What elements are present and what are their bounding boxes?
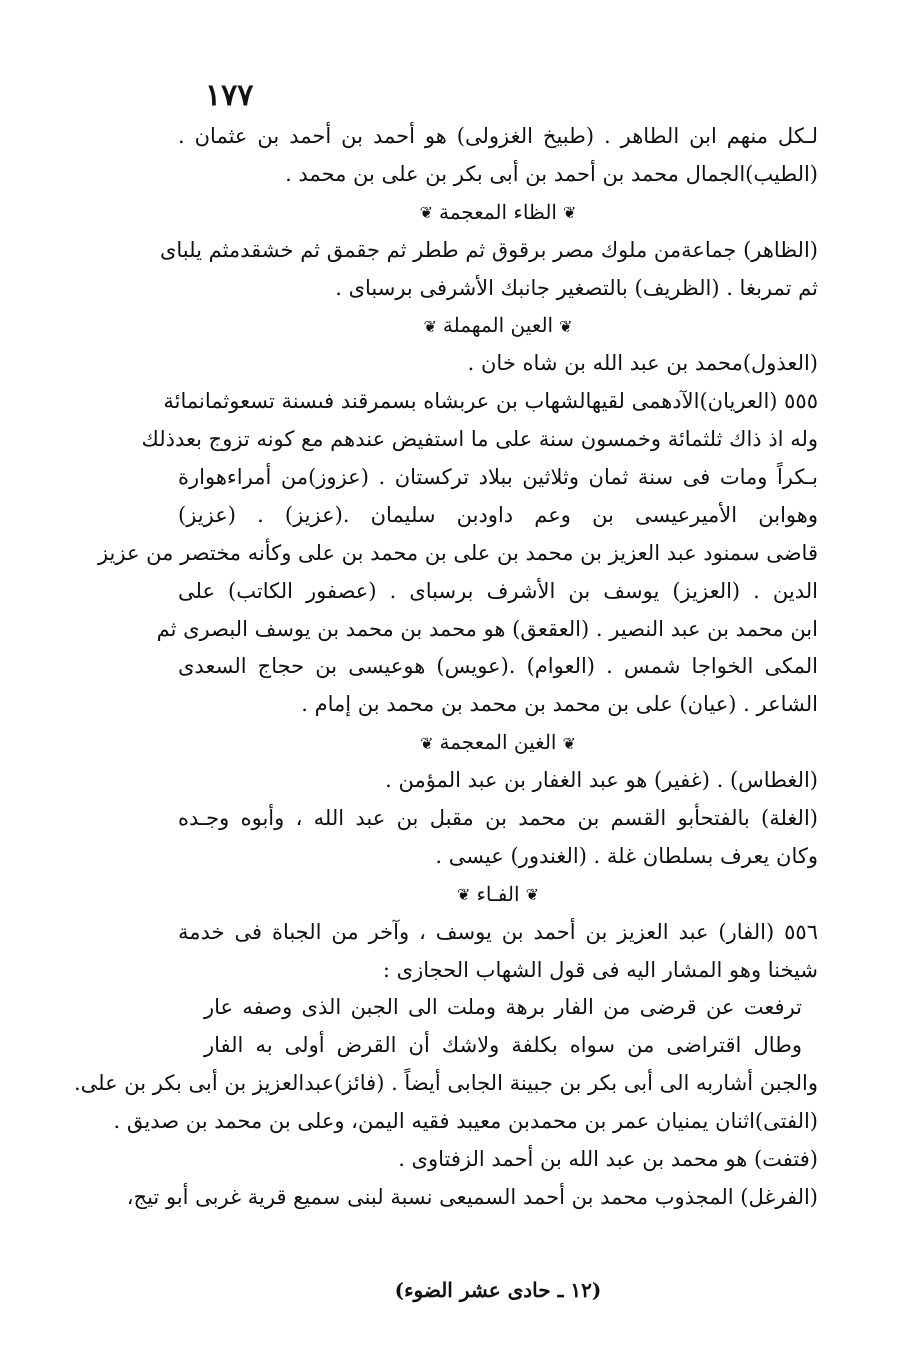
text-line: (العذول)محمد بن عبد الله بن شاه خان . xyxy=(467,351,818,376)
text-line: ابن محمد بن عبد النصير . (العقعق) هو محمد بن محمد بن يوسف البصرى ثم xyxy=(156,616,818,641)
text-line: (فتفت) هو محمد بن عبد الله بن أحمد الزفتاوى . xyxy=(398,1147,818,1172)
text-line: والجبن أشاربه الى أبى بكر بن جبينة الجابى أيضاً . (فائز)عبدالعزيز بن أبى بكر بن على. xyxy=(73,1071,818,1096)
section-heading xyxy=(178,194,818,232)
text-body xyxy=(73,118,818,1217)
text-line: قاضى سمنود عبد العزيز بن محمد بن على بن محمد بن على وكأنه مختصر من عزيز xyxy=(97,540,818,565)
text-line: (الغلة) بالفتحأبو القسم بن محمد بن مقبل بن عبد الله ، وأبوه وجـده xyxy=(178,806,818,831)
ornament-icon: ❦ xyxy=(419,203,434,223)
text-line: المكى الخواجا شمس . (العوام) .(عويس) هوعيسى بن حجاج السعدى xyxy=(178,654,818,679)
section-heading xyxy=(178,724,818,762)
text-line: (الطيب)الجمال محمد بن أحمد بن أبى بكر بن على بن محمد . xyxy=(285,161,818,186)
text-line: (الفتى)اثنان يمنيان عمر بن محمدبن معيبد فقيه اليمن، وعلى بن محمد بن صديق . xyxy=(113,1109,818,1134)
text-line: ثم تمربغا . (الظريف) بالتصغير جانبك الأشرفى برسباى . xyxy=(335,275,818,300)
ornament-icon: ❦ xyxy=(562,203,577,223)
text-line: ٥٥٥ (العريان)الآدهمى لقيهالشهاب بن عربشاه بسمرقند فىسنة تسعوثمانمائة xyxy=(163,389,818,414)
text-line: الدين . (العزيز) يوسف بن الأشرف برسباى . (عصفور الكاتب) على xyxy=(178,578,818,603)
text-line: شيخنا وهو المشار اليه فى قول الشهاب الحجازى : xyxy=(382,957,818,982)
section-heading xyxy=(178,307,818,345)
ornament-icon: ❦ xyxy=(420,733,434,753)
verse-line: وطال اقتراضى من سواه بكلفة ولاشك أن القرض أولى به الفار xyxy=(204,1033,802,1058)
section-heading-label: الفـاء xyxy=(476,881,520,906)
footer-signature: (١٢ ـ حادى عشر الضوء) xyxy=(394,1278,602,1302)
text-line: الشاعر . (عيان) على بن محمد بن محمد بن محمد بن إمام . xyxy=(301,692,818,717)
section-heading-label: الظاء المعجمة xyxy=(439,199,557,224)
text-line: وهوابن الأميرعيسى بن وعم داودبن سليمان .(عزيز) . (عزيز) xyxy=(178,502,818,527)
text-line: (الغطاس) . (غفير) هو عبد الغفار بن عبد المؤمن . xyxy=(385,768,818,793)
text-line: وله اذ ذاك ثلثمائة وخمسون سنة على ما استفيض عندهم مع كونه تزوج بعدذلك xyxy=(141,427,818,452)
text-line: ٥٥٦ (الفار) عبد العزيز بن أحمد بن يوسف ، وآخر من الجباة فى خدمة xyxy=(178,919,818,944)
section-heading-label: الغين المعجمة xyxy=(439,730,557,755)
text-line: (الفرغل) المجذوب محمد بن أحمد السميعى نسبة لبنى سميع قرية غربى أبو تيج، xyxy=(126,1184,818,1209)
text-line: بـكراً ومات فى سنة ثمان وثلاثين ببلاد تركستان . (عزوز)من أمراءهوارة xyxy=(178,465,818,490)
section-heading xyxy=(178,876,818,914)
page-number: ١٧٧ xyxy=(205,78,254,113)
section-heading-label: العين المهملة xyxy=(442,313,554,338)
text-line: لـكل منهم ابن الطاهر . (طبيخ الغزولى) هو أحمد بن أحمد بن عثمان . xyxy=(178,124,818,148)
text-line: (الظاهر) جماعةمن ملوك مصر برقوق ثم ططر ثم جقمق ثم خشقدمثم يلباى xyxy=(159,237,818,262)
ornament-icon: ❦ xyxy=(559,317,573,336)
ornament-icon: ❦ xyxy=(562,733,576,753)
text-line: وكان يعرف بسلطان غلة . (الغندور) عيسى . xyxy=(435,843,818,868)
ornament-icon: ❦ xyxy=(525,885,539,905)
ornament-icon: ❦ xyxy=(457,885,471,905)
ornament-icon: ❦ xyxy=(423,317,437,336)
verse-line: ترفعت عن قرضى من الفار برهة وملت الى الجبن الذى وصفه عار xyxy=(204,995,802,1020)
